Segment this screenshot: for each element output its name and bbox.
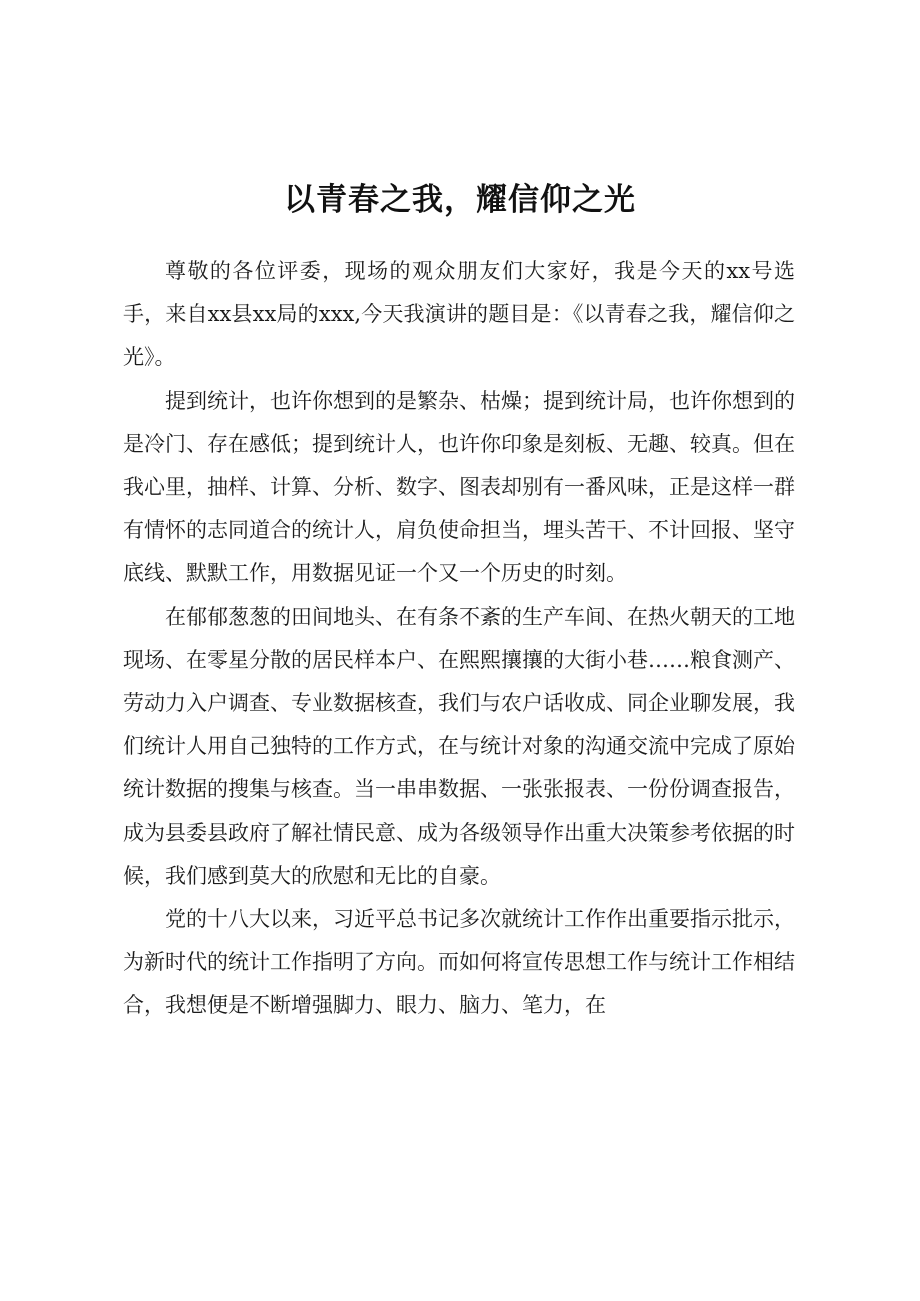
document-title: 以青春之我，耀信仰之光 (284, 182, 636, 218)
document-body (123, 250, 795, 1028)
paragraph-field-work: 在郁郁葱葱的田间地头、在有条不紊的生产车间、在热火朝天的工地现场、在零星分散的居民样本户、在熙熙攘攘的大街小巷……粮食测产、劳动力入户调查、专业数据核查，我们与农户话收成、同企业聊发展，我们统计人用自己独特的工作方式，在与统计对象的沟通交流中完成了原始统计数据的搜集与核查。当一串串数据、一张张报表、一份份调查报告，成为县委县政府了解社情民意、成为各级领导作出重大决策参考依据的时候，我们感到莫大的欣慰和无比的自豪。 (123, 604, 795, 888)
paragraph-statistics-impression: 提到统计，也许你想到的是繁杂、枯燥；提到统计局，也许你想到的是冷门、存在感低；提到统计人，也许你印象是刻板、无趣、较真。但在我心里，抽样、计算、分析、数字、图表却别有一番风味，正是这样一群有情怀的志同道合的统计人，肩负使命担当，埋头苦干、不计回报、坚守底线、默默工作，用数据见证一个又一个历史的时刻。 (123, 388, 795, 586)
paragraph-party-guidance: 党的十八大以来，习近平总书记多次就统计工作作出重要指示批示，为新时代的统计工作指明了方向。而如何将宣传思想工作与统计工作相结合，我想便是不断增强脚力、眼力、脑力、笔力，在 (123, 907, 795, 1018)
paragraph-greeting: 尊敬的各位评委，现场的观众朋友们大家好，我是今天的xx号选手，来自xx县xx局的xxx,今天我演讲的题目是：《以青春之我，耀信仰之光》。 (123, 259, 795, 370)
